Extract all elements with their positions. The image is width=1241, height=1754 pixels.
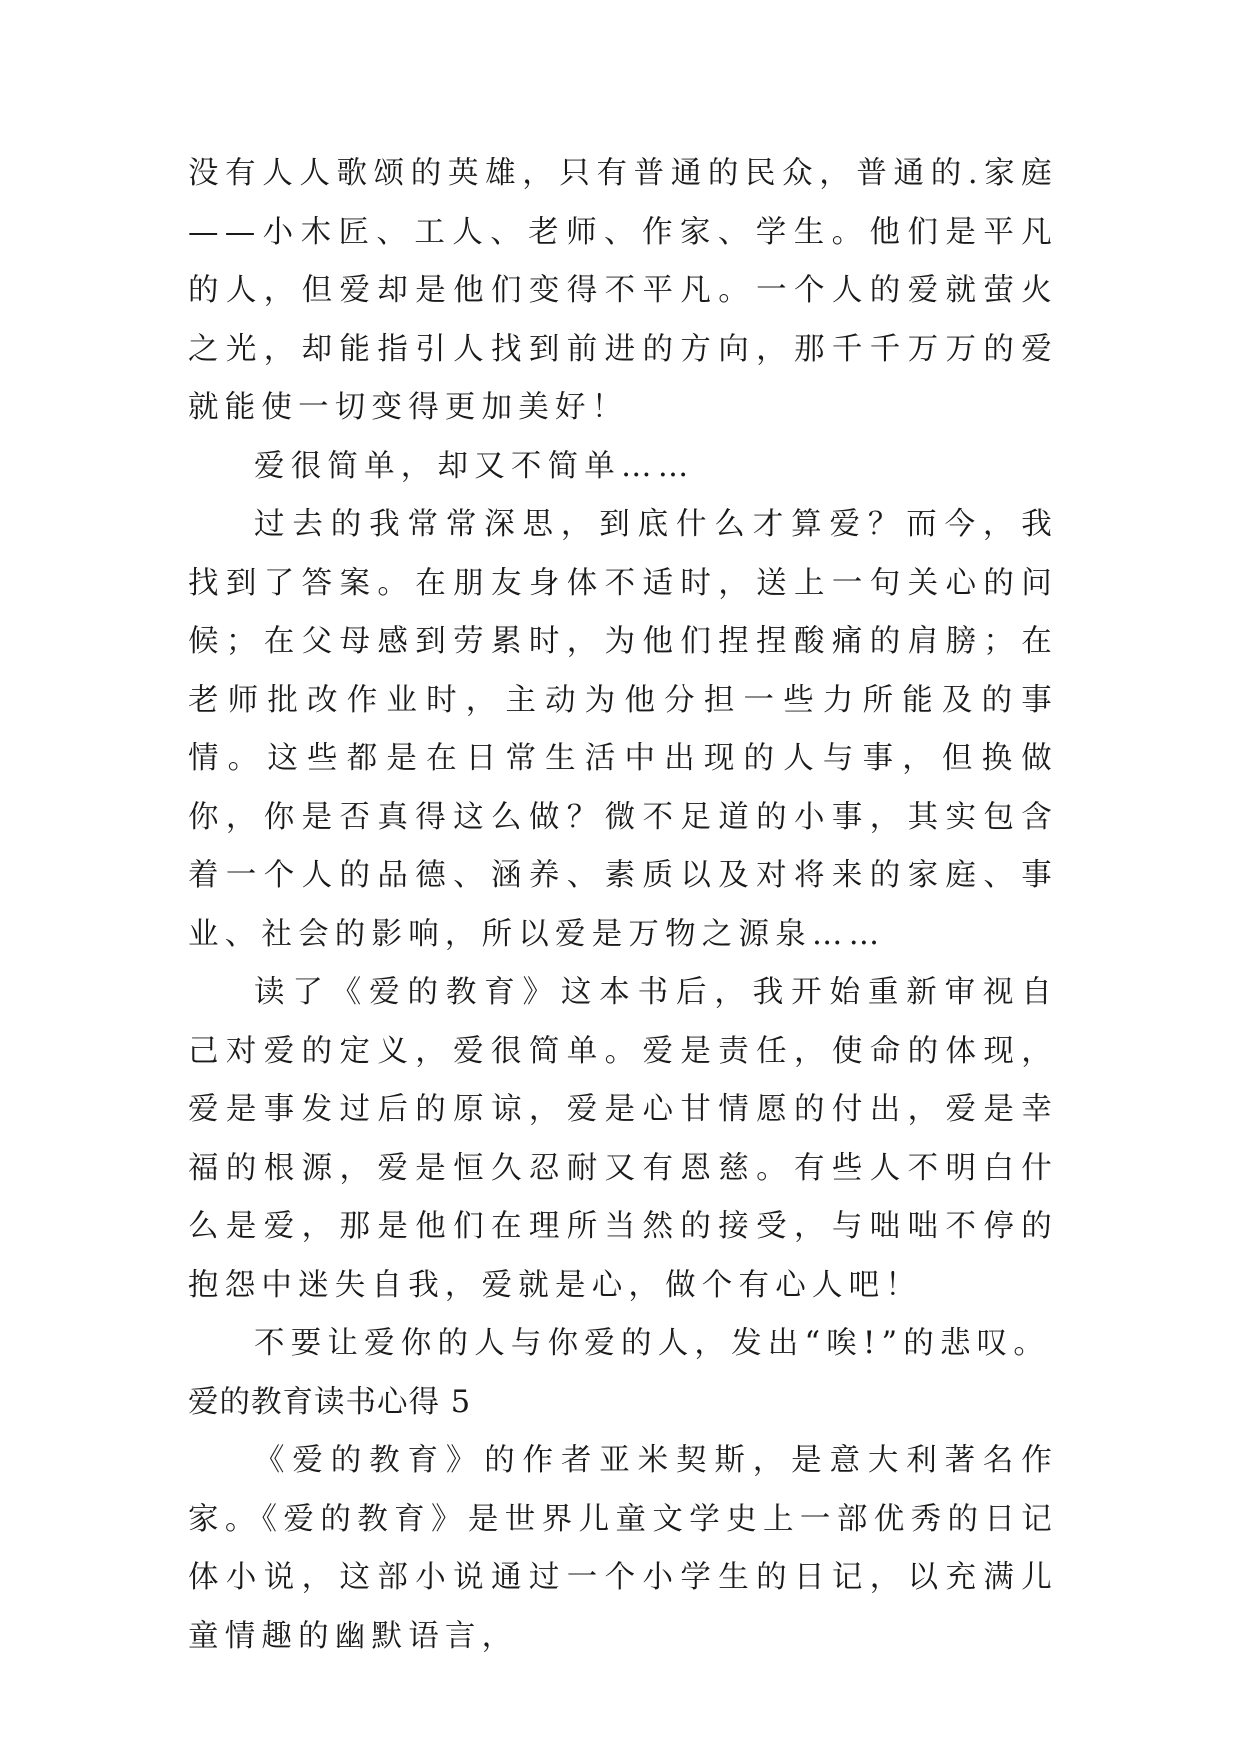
- paragraph-4: 读了《爱的教育》这本书后，我开始重新审视自己对爱的定义，爱很简单。爱是责任，使命的体现，爱是事发过后的原谅，爱是心甘情愿的付出，爱是幸福的根源，爱是恒久忍耐又有恩慈。有些人不明白什么是爱，那是他们在理所当然的接受，与咄咄不停的抱怨中迷失自我，爱就是心，做个有心人吧！: [188, 975, 1058, 1303]
- document-page: [188, 145, 1058, 1666]
- paragraph-5: 不要让爱你的人与你爱的人，发出“唉!”的悲叹。: [254, 1326, 1051, 1361]
- section-heading: 爱的教育读书心得 5: [188, 1384, 472, 1420]
- paragraph-1: 没有人人歌颂的英雄，只有普通的民众，普通的.家庭——小木匠、工人、老师、作家、学生。他们是平凡的人，但爱却是他们变得不平凡。一个人的爱就萤火之光，却能指引人找到前进的方向，那千千万万的爱就能使一切变得更加美好！: [188, 156, 1058, 425]
- paragraph-6: 《爱的教育》的作者亚米契斯，是意大利著名作家。《爱的教育》是世界儿童文学史上一部优秀的日记体小说，这部小说通过一个小学生的日记，以充满儿童情趣的幽默语言，: [188, 1443, 1058, 1654]
- paragraph-3: 过去的我常常深思，到底什么才算爱？而今，我找到了答案。在朋友身体不适时，送上一句关心的问候；在父母感到劳累时，为他们捏捏酸痛的肩膀；在老师批改作业时，主动为他分担一些力所能及的事情。这些都是在日常生活中出现的人与事，但换做你，你是否真得这么做？微不足道的小事，其实包含着一个人的品德、涵养、素质以及对将来的家庭、事业、社会的影响，所以爱是万物之源泉……: [188, 507, 1058, 952]
- paragraph-2: 爱很简单，却又不简单……: [254, 448, 695, 484]
